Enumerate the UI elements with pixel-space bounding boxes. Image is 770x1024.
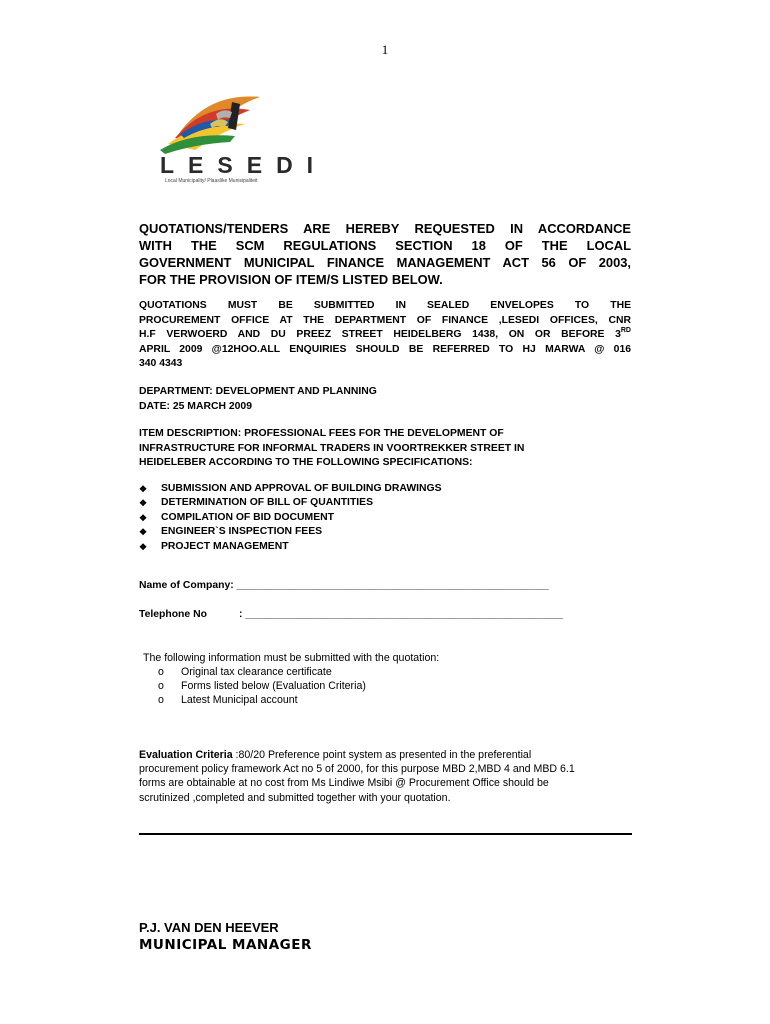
heading-line: GOVERNMENT MUNICIPAL FINANCE MANAGEMENT ACT 56 OF 2003, <box>139 255 631 270</box>
evaluation-label: Evaluation Criteria <box>139 749 233 761</box>
company-name-blank[interactable]: ______________________________________________________ <box>236 580 549 591</box>
diamond-bullet-icon: ❖ <box>139 541 148 552</box>
list-item: o Original tax clearance certificate <box>158 666 332 678</box>
heading-line: FOR THE PROVISION OF ITEM/S LISTED BELOW. <box>139 272 443 287</box>
list-item: ❖ COMPILATION OF BID DOCUMENT <box>139 511 442 525</box>
heading-line: QUOTATIONS/TENDERS ARE HEREBY REQUESTED IN ACCORDANCE <box>139 221 631 236</box>
heading-line: WITH THE SCM REGULATIONS SECTION 18 OF THE LOCAL <box>139 238 631 253</box>
submission-line: 340 4343 <box>139 358 183 369</box>
list-item: ❖ ENGINEER`S INSPECTION FEES <box>139 525 442 539</box>
telephone-label: Telephone No <box>139 609 207 620</box>
horizontal-divider <box>139 833 632 835</box>
telephone-blank[interactable]: _______________________________________________________ <box>245 609 564 620</box>
diamond-bullet-icon: ❖ <box>139 527 148 538</box>
list-item: ❖ PROJECT MANAGEMENT <box>139 540 442 554</box>
list-item: ❖ DETERMINATION OF BILL OF QUANTITIES <box>139 496 442 510</box>
submission-paragraph <box>139 299 631 372</box>
department-block <box>139 385 631 414</box>
diamond-bullet-icon: ❖ <box>139 512 148 523</box>
submission-line: PROCUREMENT OFFICE AT THE DEPARTMENT OF FINANCE ,LESEDI OFFICES, CNR <box>139 314 631 326</box>
item-description-line: HEIDELEBER ACCORDING TO THE FOLLOWING SPECIFICATIONS: <box>139 457 473 468</box>
date-superscript: RD <box>620 327 631 334</box>
diamond-bullet-icon: ❖ <box>139 484 148 494</box>
list-item: o Latest Municipal account <box>158 694 298 707</box>
company-name-field[interactable] <box>139 580 549 591</box>
required-documents-list <box>158 665 366 708</box>
date: DATE: 25 MARCH 2009 <box>139 400 252 412</box>
submission-line: QUOTATIONS MUST BE SUBMITTED IN SEALED ENVELOPES TO THE <box>139 300 631 311</box>
info-intro: The following information must be submitted with the quotation: <box>143 652 440 664</box>
item-description <box>139 427 631 471</box>
document-heading <box>139 220 631 288</box>
logo-tagline: Local Municipality/ Plaaslike Munisipaliteit <box>165 178 258 184</box>
company-name-label: Name of Company: <box>139 580 237 591</box>
circle-bullet-icon: o <box>158 666 164 678</box>
diamond-bullet-icon: ❖ <box>139 498 148 509</box>
list-item: o Forms listed below (Evaluation Criteria) <box>158 680 366 693</box>
list-item: ❖ SUBMISSION AND APPROVAL OF BUILDING DRAWINGS <box>139 482 442 496</box>
signatory-title: MUNICIPAL MANAGER <box>139 937 312 953</box>
evaluation-criteria: Evaluation Criteria :80/20 Preference point system as presented in the preferential procurement policy framework Act no 5 of 2000, for this purpose MBD 2,MBD 4 and MBD 6.1 forms are obtainable at no cost from Ms Lindiwe Msibi @ Procurement Office should be scrutinized ,completed and submitted together with your quotation. <box>139 749 575 804</box>
submission-line: APRIL 2009 @12HOO.ALL ENQUIRIES SHOULD BE REFERRED TO HJ MARWA @ 016 <box>139 343 631 355</box>
signatory-name: P.J. VAN DEN HEEVER <box>139 920 279 935</box>
item-description-line: INFRASTRUCTURE FOR INFORMAL TRADERS IN VOORTREKKER STREET IN <box>139 442 525 454</box>
department: DEPARTMENT: DEVELOPMENT AND PLANNING <box>139 386 377 397</box>
page-number: 1 <box>381 42 389 57</box>
logo-wordmark: LESEDI <box>160 152 328 178</box>
telephone-field[interactable]: Telephone No : _______________________________________________________ <box>139 609 564 620</box>
specifications-list <box>139 482 442 554</box>
circle-bullet-icon: o <box>158 694 164 707</box>
circle-bullet-icon: o <box>158 680 164 693</box>
item-description-line: ITEM DESCRIPTION: PROFESSIONAL FEES FOR THE DEVELOPMENT OF <box>139 428 504 439</box>
submission-line: H.F VERWOERD AND DU PREEZ STREET HEIDELBERG 1438, ON OR BEFORE 3RD <box>139 327 631 340</box>
